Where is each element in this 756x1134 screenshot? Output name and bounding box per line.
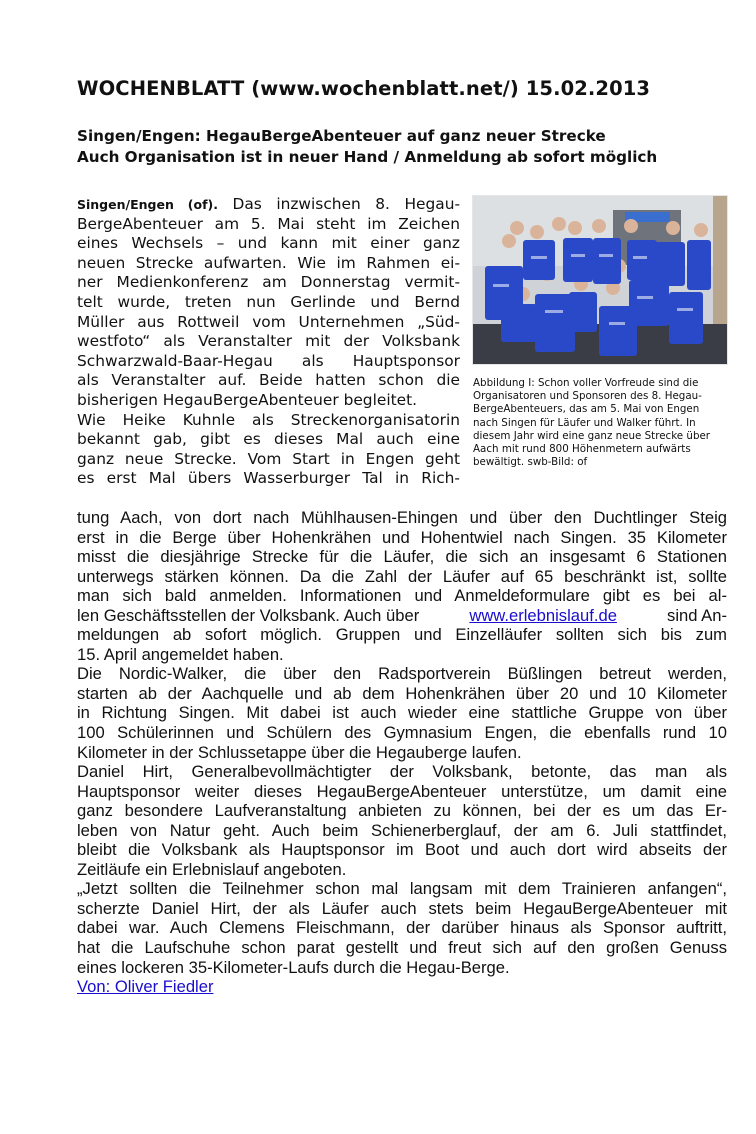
article-line: 100 Schülerinnen und Schülern des Gymnasium Engen, die ebenfalls rund 10	[77, 723, 727, 743]
caption-line: Abbildung I: Schon voller Vorfreude sind die	[473, 377, 699, 389]
caption-line: diesem Jahr wird eine ganz neue Strecke über	[473, 429, 711, 442]
headline-title: Singen/Engen: HegauBergeAbenteuer auf ganz neuer Strecke	[77, 127, 606, 145]
group-photo	[472, 195, 728, 365]
article-line: Zeitläufe ein Erlebnislauf angeboten.	[77, 859, 347, 879]
article-line: Schwarzwald-Baar-Hegau als Hauptsponsor	[77, 351, 460, 370]
article-line: 15. April angemeldet haben.	[77, 644, 284, 664]
caption-line: Organisatoren und Sponsoren des 8. Hegau-	[473, 390, 702, 403]
article-line: westfoto“ als Veranstalter mit der Volksbank	[77, 332, 460, 351]
article-line: eines lockeren 35-Kilometer-Laufs durch die Hegau-Berge.	[77, 957, 510, 977]
dateline: Singen/Engen (of).	[77, 197, 219, 212]
article-line: hat die Laufschuhe schon parat gestellt und freut sich auf den großen Genuss	[77, 938, 727, 958]
article-line: eines Wechsels – und kann mit einer ganz	[77, 234, 460, 253]
article-line: meldungen ab sofort möglich. Gruppen und Einzelläufer sollten sich bis zum	[77, 625, 727, 645]
article-line: telt wurde, treten nun Gerlinde und Bernd	[77, 292, 460, 311]
erlebnislauf-link[interactable]: www.erlebnislauf.de	[469, 605, 617, 625]
caption-line: Aach mit rund 800 Höhenmetern aufwärts	[473, 443, 691, 456]
caption-line: BergeAbenteuers, das am 5. Mai von Engen	[473, 403, 700, 416]
headline-subtitle: Auch Organisation ist in neuer Hand / Anmeldung ab sofort möglich	[77, 148, 658, 166]
article-line: leben von Natur geht. Auch beim Schienerberglauf, der am 6. Juli stattfindet,	[77, 820, 727, 840]
article-line: neuen Strecke aufwarten. Wie im Rahmen ei-	[77, 253, 460, 272]
article-line: Hauptsponsor weiter dieses HegauBergeAbenteuer unterstütze, um damit eine	[77, 781, 727, 801]
article-line-with-link	[77, 606, 727, 626]
link-preceding-text: len Geschäftsstellen der Volksbank. Auch über	[77, 605, 420, 625]
article-line: ner Medienkonferenz am Donnerstag vermit-	[77, 273, 460, 292]
article-line: Wie Heike Kuhnle als Streckenorganisatorin	[77, 410, 460, 429]
article-line: ganz besondere Laufveranstaltung anbieten zu können, bei der es um das Er-	[77, 801, 727, 821]
article-line: ganz neue Strecke. Vom Start in Engen geht	[77, 449, 460, 468]
author-line	[77, 977, 727, 997]
caption-line: bewältigt. swb-Bild: of	[473, 456, 588, 469]
article-line: bisherigen HegauBergeAbenteuer begleitet.	[77, 390, 418, 409]
article-line: starten ab der Aachquelle und ab dem Hohenkrähen über 20 und 10 Kilometer	[77, 683, 727, 703]
article-line: als Veranstalter auf. Beide hatten schon die	[77, 371, 460, 390]
article-line: in Richtung Singen. Mit dabei ist auch wieder eine stattliche Gruppe von über	[77, 703, 727, 723]
article-line: tung Aach, von dort nach Mühlhausen-Ehingen und über den Duchtlinger Steig	[77, 508, 727, 527]
article-line: BergeAbenteuer am 5. Mai steht im Zeichen	[77, 214, 460, 233]
photo-caption	[473, 377, 733, 469]
article-line: dabei war. Auch Clemens Fleischmann, der darüber hinaus als Sponsor auftritt,	[77, 918, 727, 938]
article-line: es erst Mal übers Wasserburger Tal in Rich-	[77, 469, 460, 488]
headline	[77, 126, 727, 168]
group-photo-image	[473, 196, 727, 364]
article-line: erst in die Berge über Hohenkrähen und Hohentwiel nach Singen. 35 Kilometer	[77, 527, 727, 547]
author-link[interactable]: Von: Oliver Fiedler	[77, 977, 214, 997]
link-following-text: sind An-	[667, 605, 727, 625]
article-line: misst die diesjährige Strecke für die Läufer, die sich an insgesamt 6 Stationen	[77, 547, 727, 567]
article-line: Kilometer in der Schlussetappe über die Hegauberge laufen.	[77, 742, 522, 762]
article-line: Die Nordic-Walker, die über den Radsportverein Büßlingen betreut werden,	[77, 664, 727, 684]
masthead: WOCHENBLATT (www.wochenblatt.net/) 15.02.2013	[77, 77, 651, 100]
article-line: unterwegs stärken können. Da die Zahl der Läufer auf 65 beschränkt ist, sollte	[77, 566, 727, 586]
article-line: scherzte Daniel Hirt, der als Läufer auch stets beim HegauBergeAbenteuer mit	[77, 898, 727, 918]
article-line: bleibt die Volksbank als Hauptsponsor im Boot und auch dort wird abseits der	[77, 840, 727, 860]
article-line: „Jetzt sollten die Teilnehmer schon mal langsam mit dem Trainieren anfangen“,	[77, 879, 727, 899]
article-line: Singen/Engen (of). Das inzwischen 8. Hegau-	[77, 195, 461, 213]
article-line: Daniel Hirt, Generalbevollmächtigter der Volksbank, betonte, das man als	[77, 762, 727, 782]
article-line: Müller aus Rottweil vom Unternehmen „Süd-	[77, 312, 460, 331]
article-line: man sich bald anmelden. Informationen und Anmeldeformulare gibt es bei al-	[77, 586, 727, 606]
caption-line: nach Singen für Läufer und Walker führt. In	[473, 416, 696, 429]
article-left-column	[77, 195, 460, 489]
article-full-width	[77, 508, 727, 997]
article-line: bekannt gab, gibt es dieses Mal auch eine	[77, 430, 460, 449]
